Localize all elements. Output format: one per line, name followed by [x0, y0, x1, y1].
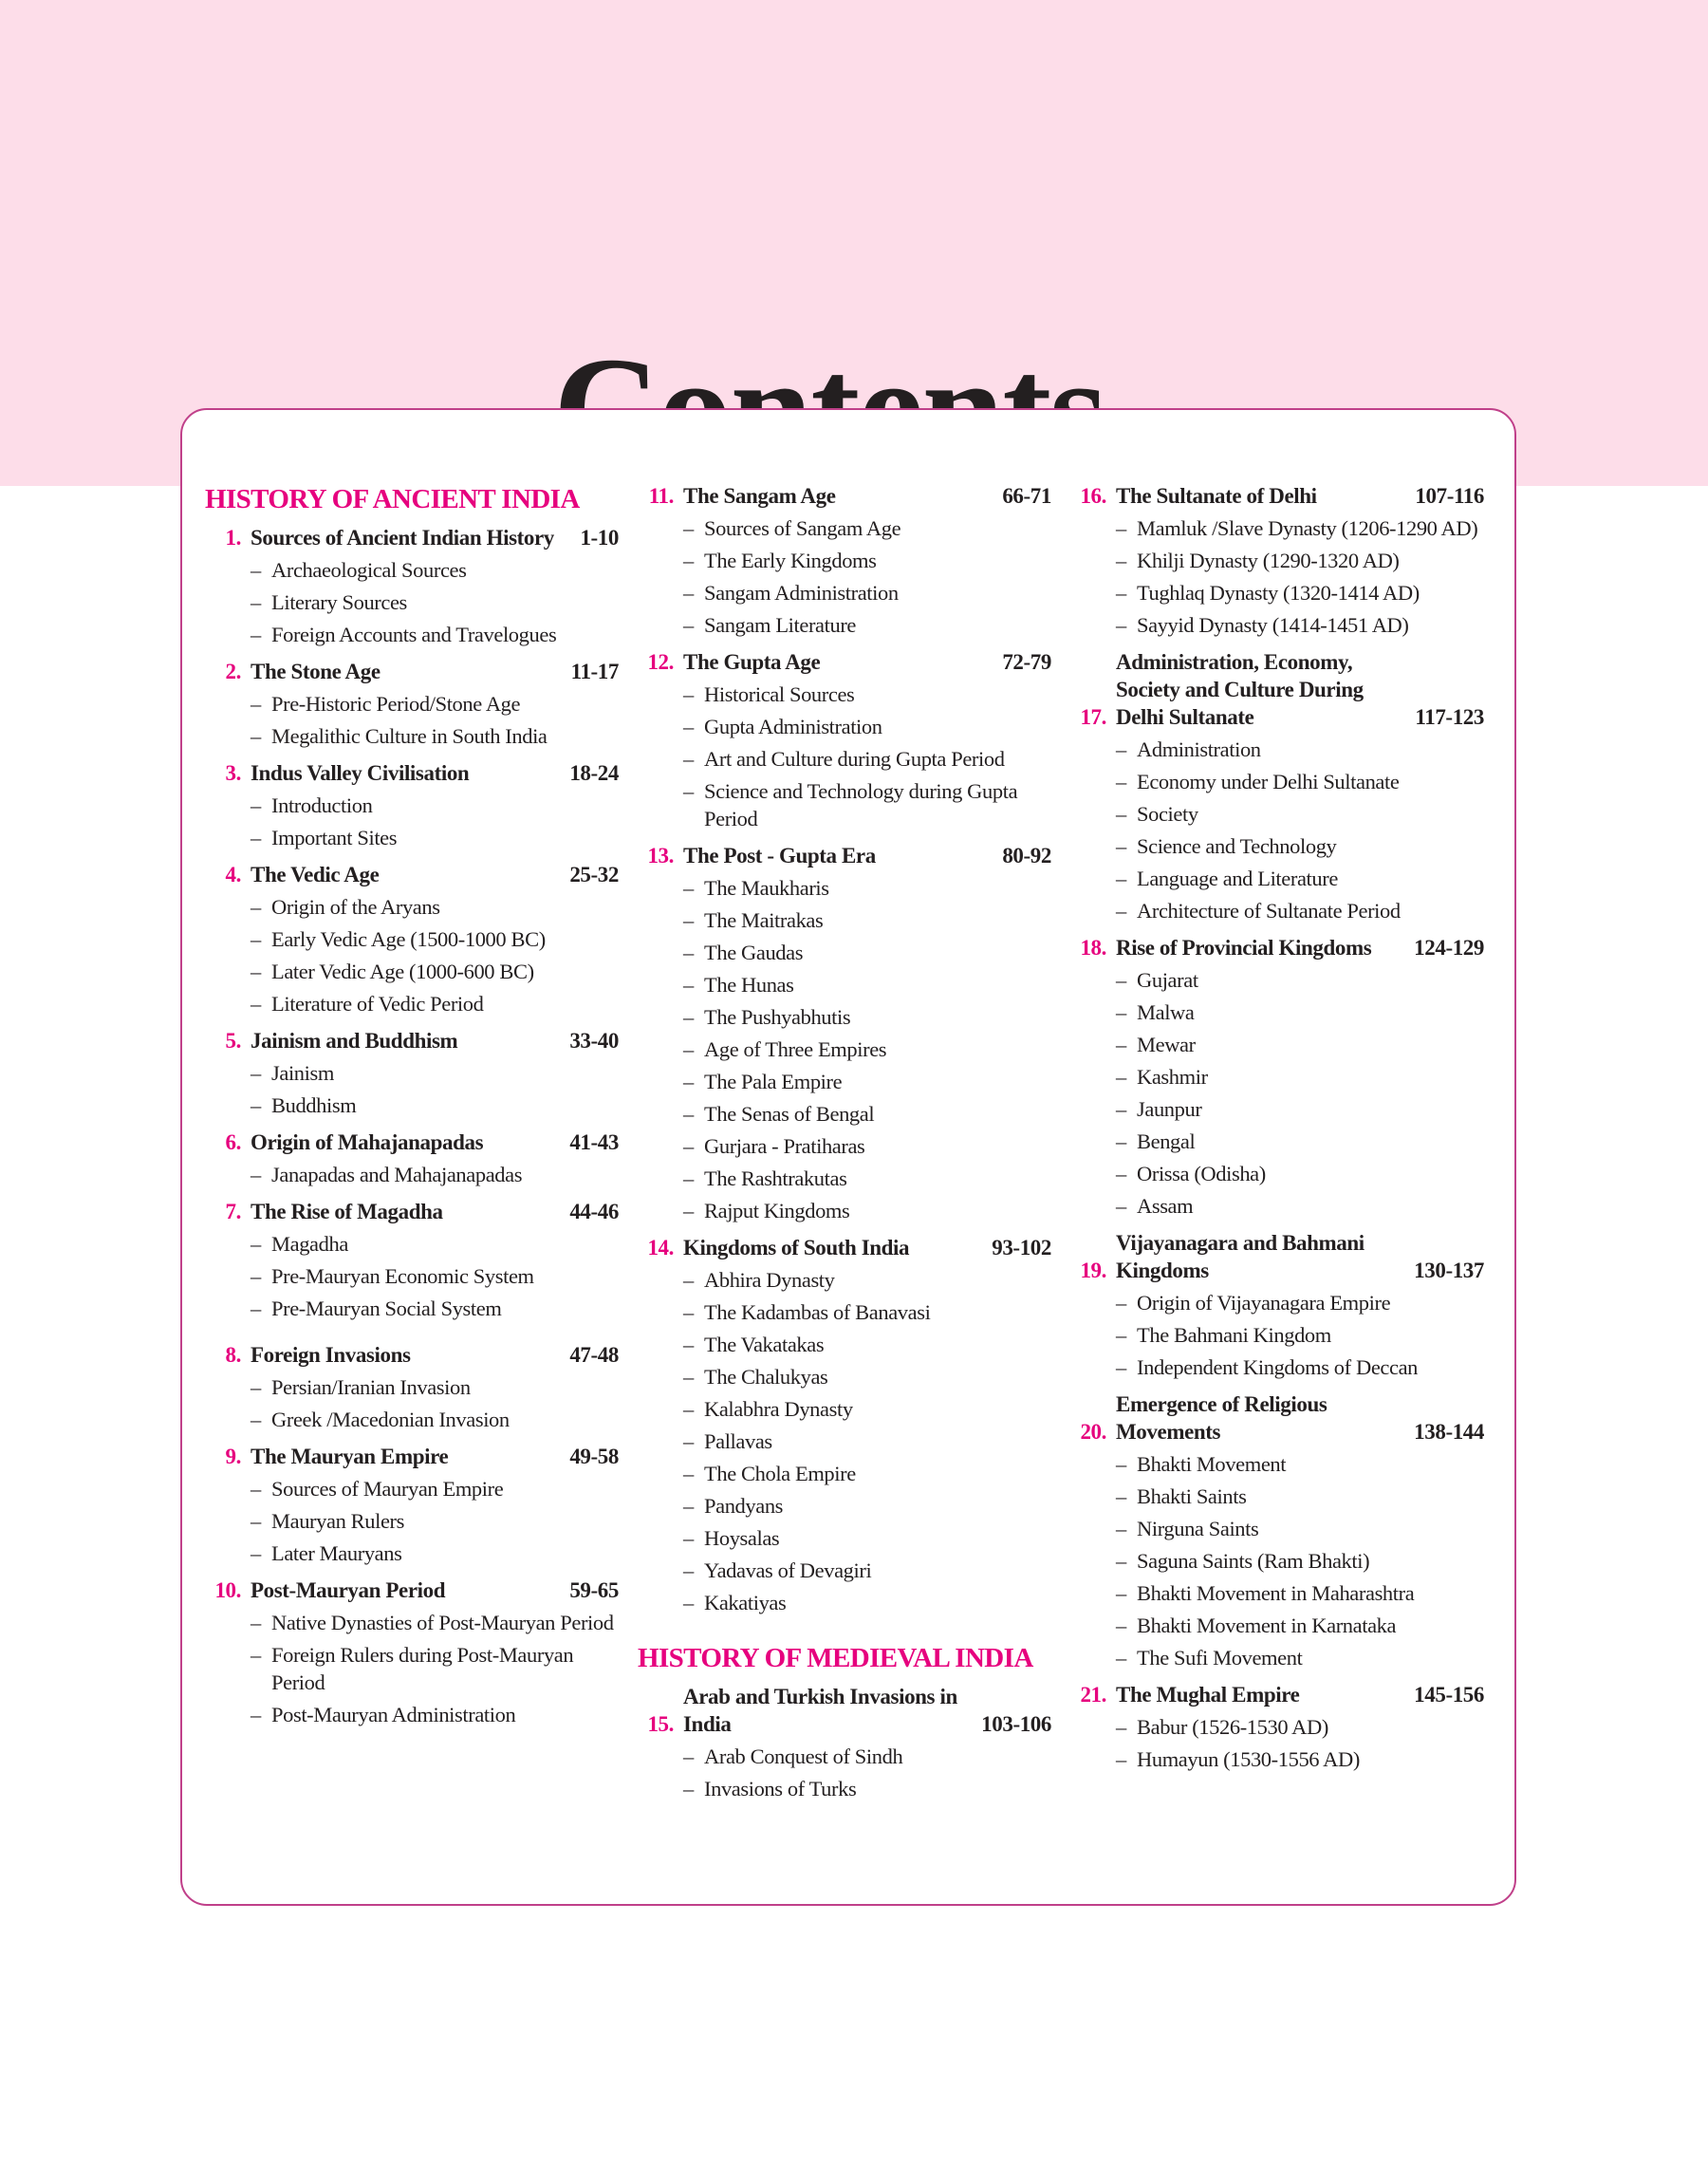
topic-item: – Saguna Saints (Ram Bhakti) [1116, 1547, 1484, 1575]
chapter-number: 9. [225, 1445, 241, 1468]
topic-item: – Babur (1526-1530 AD) [1116, 1713, 1484, 1741]
topic-list [645, 1266, 1051, 1616]
topic-item: – Important Sites [251, 824, 619, 851]
topic-item: – Rajput Kingdoms [683, 1197, 1051, 1224]
topic-item: – Arab Conquest of Sindh [683, 1743, 1051, 1770]
topic-item: – Tughlaq Dynasty (1320-1414 AD) [1116, 579, 1484, 606]
chapter-entry [213, 1129, 619, 1188]
topic-list [645, 874, 1051, 1224]
topic-item: – Assam [1116, 1192, 1484, 1220]
chapter-pages: 138-144 [1414, 1420, 1484, 1444]
topic-list [213, 1230, 619, 1322]
topic-item: – Bhakti Movement [1116, 1450, 1484, 1478]
topic-item: – Pallavas [683, 1427, 1051, 1455]
contents-column-2 [638, 482, 1051, 1812]
chapter-entry [1078, 482, 1484, 639]
topic-item: – Language and Literature [1116, 865, 1484, 892]
topic-item: – The Kadambas of Banavasi [683, 1298, 1051, 1326]
topic-item: – The Hunas [683, 971, 1051, 998]
chapter-pages: 47-48 [569, 1343, 619, 1367]
chapter-pages: 11-17 [570, 660, 619, 683]
topic-item: – Science and Technology during Gupta Period [683, 777, 1051, 832]
chapter-pages: 49-58 [569, 1445, 619, 1468]
topic-item: – The Gaudas [683, 939, 1051, 966]
topic-item: – Archaeological Sources [251, 556, 619, 584]
chapter-pages: 103-106 [981, 1712, 1051, 1736]
topic-item: – The Pala Empire [683, 1068, 1051, 1095]
topic-item: – The Chalukyas [683, 1363, 1051, 1390]
chapter-entry [213, 1198, 619, 1322]
topic-item: – The Maitrakas [683, 906, 1051, 934]
topic-item: – Gupta Administration [683, 713, 1051, 740]
chapter-number: 10. [214, 1578, 241, 1602]
section-heading: HISTORY OF MEDIEVAL INDIA [638, 1643, 1033, 1673]
topic-item: – The Maukharis [683, 874, 1051, 902]
contents-panel [180, 408, 1516, 1906]
chapter-number: 11. [648, 484, 674, 508]
topic-item: – Yadavas of Devagiri [683, 1557, 1051, 1584]
topic-item: – Sources of Mauryan Empire [251, 1475, 619, 1502]
topic-item: – Bengal [1116, 1128, 1484, 1155]
chapter-number: 5. [225, 1029, 241, 1053]
chapter-number: 4. [225, 863, 241, 886]
chapter-pages: 130-137 [1414, 1259, 1484, 1282]
topic-item: – Foreign Accounts and Travelogues [251, 621, 619, 648]
chapter-pages: 93-102 [992, 1236, 1051, 1259]
chapter-heading[interactable] [213, 861, 619, 888]
chapter-entry [213, 759, 619, 851]
topic-list [645, 681, 1051, 832]
topic-item: – Kashmir [1116, 1063, 1484, 1091]
topic-item: – Gujarat [1116, 966, 1484, 994]
chapter-pages: 25-32 [569, 863, 619, 886]
topic-item: – Origin of Vijayanagara Empire [1116, 1289, 1484, 1316]
topic-list [1078, 1450, 1484, 1671]
chapter-pages: 145-156 [1414, 1683, 1484, 1707]
chapter-number: 18. [1080, 936, 1106, 960]
topic-item: – The Rashtrakutas [683, 1165, 1051, 1192]
topic-list [213, 1059, 619, 1119]
chapter-entry [645, 482, 1051, 639]
chapter-title: The Rise of Magadha [251, 1200, 443, 1223]
topic-list [1078, 514, 1484, 639]
chapter-number: 19. [1080, 1259, 1106, 1282]
topic-list [1078, 736, 1484, 924]
topic-item: – Sangam Literature [683, 611, 1051, 639]
topic-item: – The Sufi Movement [1116, 1644, 1484, 1671]
topic-list [1078, 1289, 1484, 1381]
topic-item: – Hoysalas [683, 1524, 1051, 1552]
chapter-number: 21. [1080, 1683, 1106, 1707]
chapter-entry [645, 1683, 1051, 1802]
topic-item: – Age of Three Empires [683, 1036, 1051, 1063]
chapter-title: The Vedic Age [251, 863, 380, 886]
topic-list [213, 556, 619, 648]
topic-item: – Introduction [251, 792, 619, 819]
topic-item: – Kakatiyas [683, 1589, 1051, 1616]
topic-item: – Later Mauryans [251, 1539, 619, 1567]
chapter-heading[interactable] [213, 1577, 619, 1604]
chapter-title: Kingdoms of South India [683, 1236, 910, 1259]
chapter-number: 7. [225, 1200, 241, 1223]
chapter-entry [213, 1027, 619, 1119]
chapter-title: Post-Mauryan Period [251, 1578, 446, 1602]
chapter-title: Rise of Provincial Kingdoms [1116, 936, 1372, 960]
topic-item: – Bhakti Saints [1116, 1483, 1484, 1510]
topic-item: – Mamluk /Slave Dynasty (1206-1290 AD) [1116, 514, 1484, 542]
chapter-heading[interactable] [645, 1234, 1051, 1261]
chapter-title: Origin of Mahajanapadas [251, 1130, 484, 1154]
topic-item: – Magadha [251, 1230, 619, 1258]
contents-column-3 [1078, 482, 1484, 1782]
chapter-title: Administration, Economy, Society and Culture During Delhi Sultanate [1116, 650, 1364, 729]
chapter-entry [213, 658, 619, 750]
topic-item: – Jaunpur [1116, 1095, 1484, 1123]
chapter-pages: 80-92 [1002, 844, 1051, 868]
topic-list [1078, 966, 1484, 1220]
topic-list [1078, 1713, 1484, 1773]
topic-item: – Persian/Iranian Invasion [251, 1373, 619, 1401]
chapter-number: 8. [225, 1343, 241, 1367]
chapter-pages: 18-24 [569, 761, 619, 785]
chapter-pages: 1-10 [580, 526, 619, 550]
chapter-title: Sources of Ancient Indian History [251, 526, 554, 550]
chapter-number: 14. [647, 1236, 674, 1259]
chapter-heading[interactable] [645, 1683, 1051, 1738]
chapter-entry [213, 524, 619, 648]
chapter-number: 20. [1080, 1420, 1106, 1444]
chapter-entry [1078, 1390, 1484, 1671]
topic-item: – The Senas of Bengal [683, 1100, 1051, 1128]
topic-item: – Sources of Sangam Age [683, 514, 1051, 542]
chapter-title: Vijayanagara and Bahmani Kingdoms [1116, 1231, 1365, 1282]
topic-item: – Megalithic Culture in South India [251, 722, 619, 750]
chapter-pages: 41-43 [569, 1130, 619, 1154]
topic-list [213, 1373, 619, 1433]
topic-list [213, 1609, 619, 1728]
chapter-heading[interactable] [1078, 648, 1484, 731]
chapter-title: The Post - Gupta Era [683, 844, 876, 868]
topic-item: – Literature of Vedic Period [251, 990, 619, 1017]
chapter-entry [213, 1577, 619, 1728]
chapter-heading[interactable] [1078, 1390, 1484, 1446]
chapter-number: 13. [647, 844, 674, 868]
topic-item: – Malwa [1116, 998, 1484, 1026]
chapter-heading[interactable] [645, 648, 1051, 676]
topic-item: – The Vakatakas [683, 1331, 1051, 1358]
topic-item: – Orissa (Odisha) [1116, 1160, 1484, 1187]
topic-item: – Independent Kingdoms of Deccan [1116, 1353, 1484, 1381]
topic-item: – Khilji Dynasty (1290-1320 AD) [1116, 547, 1484, 574]
chapter-title: Emergence of Religious Movements [1116, 1392, 1327, 1444]
topic-list [213, 1475, 619, 1567]
chapter-number: 16. [1080, 484, 1106, 508]
topic-list [645, 514, 1051, 639]
topic-item: – The Pushyabhutis [683, 1003, 1051, 1031]
topic-item: – Architecture of Sultanate Period [1116, 897, 1484, 924]
chapter-number: 15. [647, 1712, 674, 1736]
topic-item: – Pre-Mauryan Social System [251, 1295, 619, 1322]
chapter-entry [1078, 1681, 1484, 1773]
chapter-entry [1078, 1229, 1484, 1381]
chapter-title: Indus Valley Civilisation [251, 761, 470, 785]
topic-item: – Jainism [251, 1059, 619, 1087]
section-heading: HISTORY OF ANCIENT INDIA [205, 484, 580, 514]
chapter-heading[interactable] [213, 759, 619, 787]
chapter-heading[interactable] [213, 658, 619, 685]
chapter-pages: 44-46 [569, 1200, 619, 1223]
topic-item: – Sayyid Dynasty (1414-1451 AD) [1116, 611, 1484, 639]
chapter-title: The Mauryan Empire [251, 1445, 449, 1468]
topic-item: – Kalabhra Dynasty [683, 1395, 1051, 1423]
chapter-number: 1. [225, 526, 241, 550]
chapter-heading[interactable] [1078, 1681, 1484, 1708]
topic-item: – Janapadas and Mahajanapadas [251, 1161, 619, 1188]
chapter-heading[interactable] [645, 482, 1051, 510]
chapter-heading[interactable] [1078, 1229, 1484, 1284]
topic-item: – Buddhism [251, 1092, 619, 1119]
chapter-heading[interactable] [213, 1443, 619, 1470]
chapter-entry [645, 842, 1051, 1224]
topic-item: – Humayun (1530-1556 AD) [1116, 1745, 1484, 1773]
chapter-title: Arab and Turkish Invasions in India [683, 1685, 957, 1736]
topic-item: – Bhakti Movement in Maharashtra [1116, 1579, 1484, 1607]
topic-list [213, 1161, 619, 1188]
chapter-heading[interactable] [213, 1341, 619, 1369]
topic-item: – Greek /Macedonian Invasion [251, 1406, 619, 1433]
chapter-entry [645, 648, 1051, 832]
topic-item: – The Early Kingdoms [683, 547, 1051, 574]
chapter-pages: 117-123 [1415, 705, 1484, 729]
topic-item: – Gurjara - Pratiharas [683, 1132, 1051, 1160]
topic-item: – Art and Culture during Gupta Period [683, 745, 1051, 773]
topic-item: – Abhira Dynasty [683, 1266, 1051, 1294]
chapter-heading[interactable] [645, 842, 1051, 869]
topic-list [213, 792, 619, 851]
topic-list [213, 690, 619, 750]
contents-column-1 [205, 482, 619, 1738]
topic-item: – Post-Mauryan Administration [251, 1701, 619, 1728]
chapter-heading[interactable] [213, 1027, 619, 1054]
topic-item: – Science and Technology [1116, 832, 1484, 860]
topic-item: – Literary Sources [251, 588, 619, 616]
topic-item: – Pre-Mauryan Economic System [251, 1262, 619, 1290]
chapter-entry [213, 861, 619, 1017]
topic-item: – Native Dynasties of Post-Mauryan Period [251, 1609, 619, 1636]
topic-item: – Early Vedic Age (1500-1000 BC) [251, 925, 619, 953]
topic-item: – The Bahmani Kingdom [1116, 1321, 1484, 1349]
topic-list [213, 893, 619, 1017]
topic-item: – Later Vedic Age (1000-600 BC) [251, 958, 619, 985]
chapter-title: The Sangam Age [683, 484, 836, 508]
topic-item: – Pre-Historic Period/Stone Age [251, 690, 619, 718]
chapter-title: The Sultanate of Delhi [1116, 484, 1317, 508]
chapter-pages: 59-65 [569, 1578, 619, 1602]
topic-item: – The Chola Empire [683, 1460, 1051, 1487]
chapter-title: The Stone Age [251, 660, 381, 683]
topic-item: – Invasions of Turks [683, 1775, 1051, 1802]
chapter-number: 12. [647, 650, 674, 674]
chapter-heading[interactable] [213, 1129, 619, 1156]
topic-item: – Society [1116, 800, 1484, 828]
topic-item: – Origin of the Aryans [251, 893, 619, 921]
chapter-title: Jainism and Buddhism [251, 1029, 458, 1053]
chapter-entry [213, 1443, 619, 1567]
chapter-number: 17. [1080, 705, 1106, 729]
topic-item: – Nirguna Saints [1116, 1515, 1484, 1542]
topic-item: – Administration [1116, 736, 1484, 763]
topic-item: – Economy under Delhi Sultanate [1116, 768, 1484, 795]
topic-item: – Bhakti Movement in Karnataka [1116, 1612, 1484, 1639]
topic-item: – Mauryan Rulers [251, 1507, 619, 1535]
topic-item: – Mewar [1116, 1031, 1484, 1058]
chapter-number: 2. [225, 660, 241, 683]
chapter-heading[interactable] [1078, 482, 1484, 510]
chapter-number: 6. [225, 1130, 241, 1154]
chapter-heading[interactable] [1078, 934, 1484, 961]
topic-item: – Pandyans [683, 1492, 1051, 1520]
chapter-heading[interactable] [213, 1198, 619, 1225]
chapter-number: 3. [225, 761, 241, 785]
chapter-entry [1078, 648, 1484, 924]
chapter-pages: 124-129 [1414, 936, 1484, 960]
chapter-entry [645, 1234, 1051, 1616]
chapter-title: The Mughal Empire [1116, 1683, 1300, 1707]
topic-item: – Sangam Administration [683, 579, 1051, 606]
chapter-title: The Gupta Age [683, 650, 821, 674]
chapter-entry [213, 1341, 619, 1433]
chapter-pages: 72-79 [1002, 650, 1051, 674]
chapter-pages: 107-116 [1415, 484, 1484, 508]
topic-item: – Historical Sources [683, 681, 1051, 708]
topic-list [645, 1743, 1051, 1802]
chapter-entry [1078, 934, 1484, 1220]
chapter-pages: 33-40 [569, 1029, 619, 1053]
chapter-title: Foreign Invasions [251, 1343, 411, 1367]
chapter-pages: 66-71 [1002, 484, 1051, 508]
topic-item: – Foreign Rulers during Post-Mauryan Period [251, 1641, 619, 1696]
chapter-heading[interactable] [213, 524, 619, 551]
